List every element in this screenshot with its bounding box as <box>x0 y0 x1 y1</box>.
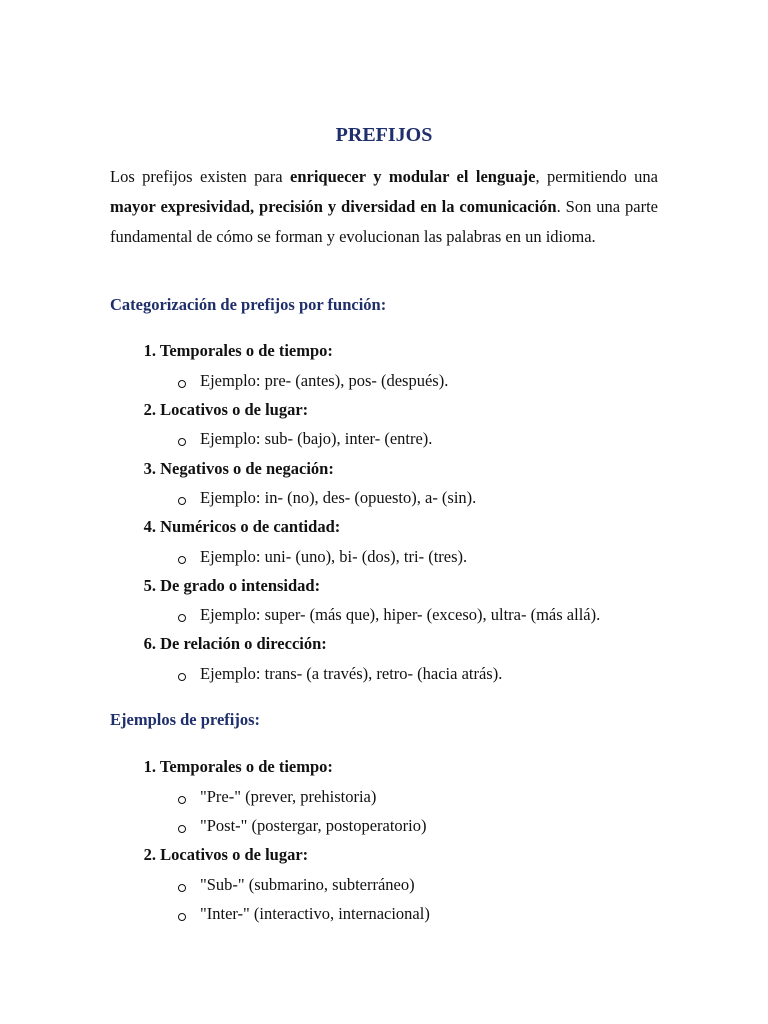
list-number: 2. <box>143 400 156 419</box>
list-subitem <box>178 785 376 809</box>
intro-text-1: Los prefijos existen para <box>110 167 291 186</box>
list-subitem <box>178 545 467 569</box>
circle-bullet-icon <box>178 796 186 804</box>
example-text: Ejemplo: in- (no), des- (opuesto), a- (sin). <box>200 488 477 507</box>
list-item-title <box>110 398 670 422</box>
list-number: 5. <box>143 576 156 595</box>
list-item-title <box>110 843 670 867</box>
list-subitem <box>178 873 415 897</box>
example-text: "Post-" (postergar, postoperatorio) <box>200 816 427 835</box>
list-subitem <box>178 427 432 451</box>
intro-text-3: . Son una parte fundamental de cómo se forman y evolucionan las palabras en un idioma. <box>110 197 658 246</box>
list-subitem <box>178 902 430 926</box>
list-item-label: Temporales o de tiempo: <box>159 341 333 360</box>
intro-bold-2: mayor expresividad, precisión y diversidad en la comunicación <box>110 197 557 216</box>
list-item-label: Locativos o de lugar: <box>160 400 309 419</box>
example-text: Ejemplo: pre- (antes), pos- (después). <box>200 371 449 390</box>
list-subitem <box>178 603 600 627</box>
example-text: Ejemplo: uni- (uno), bi- (dos), tri- (tres). <box>200 547 468 566</box>
list-subitem <box>178 662 502 686</box>
list-number: 6. <box>143 634 156 653</box>
example-text: "Pre-" (prever, prehistoria) <box>200 787 377 806</box>
section-heading-categorizacion: Categorización de prefijos por función: <box>110 295 387 314</box>
list-item-label: De grado o intensidad: <box>160 576 321 595</box>
intro-text-2: , permitiendo una <box>535 167 658 186</box>
example-text: Ejemplo: super- (más que), hiper- (exceso), ultra- (más allá). <box>200 605 601 624</box>
example-text: Ejemplo: sub- (bajo), inter- (entre). <box>200 429 433 448</box>
list-number: 1. <box>143 341 156 360</box>
circle-bullet-icon <box>178 673 186 681</box>
list-item-label: Numéricos o de cantidad: <box>160 517 341 536</box>
list-item-title <box>110 457 670 481</box>
page-title: PREFIJOS <box>335 124 433 146</box>
circle-bullet-icon <box>178 825 186 833</box>
circle-bullet-icon <box>178 913 186 921</box>
example-text: "Inter-" (interactivo, internacional) <box>200 904 430 923</box>
circle-bullet-icon <box>178 556 186 564</box>
section-heading-ejemplos: Ejemplos de prefijos: <box>110 710 261 729</box>
list-number: 1. <box>143 757 156 776</box>
list-item-title <box>110 515 670 539</box>
list-number: 4. <box>143 517 156 536</box>
circle-bullet-icon <box>178 380 186 388</box>
circle-bullet-icon <box>178 884 186 892</box>
list-item-title <box>110 574 670 598</box>
list-number: 2. <box>143 845 156 864</box>
list-subitem <box>178 814 427 838</box>
intro-bold-1: enriquecer y modular el lenguaje <box>290 167 536 186</box>
circle-bullet-icon <box>178 497 186 505</box>
list-item-label: Negativos o de negación: <box>160 459 334 478</box>
list-item-label: Temporales o de tiempo: <box>159 757 333 776</box>
circle-bullet-icon <box>178 438 186 446</box>
list-number: 3. <box>143 459 156 478</box>
example-text: Ejemplo: trans- (a través), retro- (hacia atrás). <box>200 664 503 683</box>
intro-paragraph <box>110 162 658 252</box>
list-item-title <box>110 632 670 656</box>
list-item-title <box>110 755 670 779</box>
list-item-label: Locativos o de lugar: <box>160 845 309 864</box>
list-subitem <box>178 486 476 510</box>
list-item-label: De relación o dirección: <box>160 634 327 653</box>
list-item-title <box>110 339 670 363</box>
list-subitem <box>178 369 448 393</box>
circle-bullet-icon <box>178 614 186 622</box>
example-text: "Sub-" (submarino, subterráneo) <box>200 875 415 894</box>
